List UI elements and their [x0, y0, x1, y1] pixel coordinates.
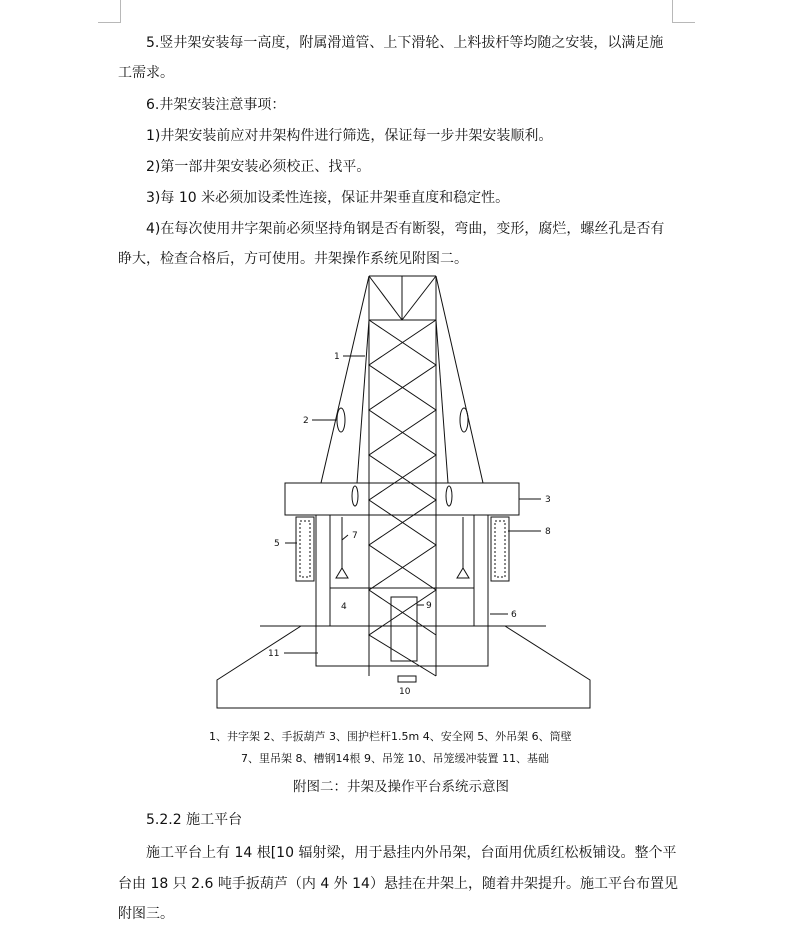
chain-hoists	[337, 408, 468, 506]
paragraph-5-line2: 工需求。	[118, 65, 174, 81]
label-6: 6	[511, 610, 517, 620]
item-2: 2)第一部井架安装必须校正、找平。	[146, 159, 371, 175]
label-2: 2	[303, 416, 309, 426]
label-8: 8	[545, 527, 551, 537]
section-paragraph-line1: 施工平台上有 14 根[10 辐射梁，用于悬挂内外吊架，台面用优质红松板铺设。整个平	[146, 845, 677, 861]
label-11: 11	[268, 649, 280, 659]
label-7: 7	[352, 531, 358, 541]
paragraph-5-line1: 5.竖井架安装每一高度，附属滑道管、上下滑轮、上料拔杆等均随之安装，以满足施	[146, 35, 664, 51]
derrick-tower	[369, 276, 436, 676]
leader-lines	[284, 356, 541, 653]
cage-buffer-device	[398, 676, 416, 682]
figure-title: 附图二：井架及操作平台系统示意图	[293, 779, 509, 795]
item-4-line1: 4)在每次使用井字架前必须坚持角钢是否有断裂，弯曲，变形，腐烂，螺丝孔是否有	[146, 221, 665, 237]
outer-hanger-frame-right	[491, 517, 509, 581]
label-10: 10	[399, 687, 411, 697]
paragraph-6: 6.井架安装注意事项：	[146, 97, 286, 113]
section-paragraph-line3: 附图三。	[118, 906, 174, 922]
label-5: 5	[274, 539, 280, 549]
label-4: 4	[341, 602, 347, 612]
item-1: 1)井架安装前应对井架构件进行筛选，保证每一步井架安装顺利。	[146, 128, 553, 144]
diagram-legend-line1: 1、井字架 2、手扳葫芦 3、围护栏杆1.5m 4、安全网 5、外吊架 6、筒壁	[209, 730, 572, 743]
outer-hanger-frame-left	[296, 517, 314, 581]
item-4-line2: 睁大，检查合格后，方可使用。井架操作系统见附图二。	[118, 251, 468, 267]
diagram-legend-line2: 7、里吊架 8、槽钢14根 9、吊笼 10、吊笼缓冲装置 11、基础	[241, 752, 549, 765]
item-3: 3)每 10 米必须加设柔性连接，保证井架垂直度和稳定性。	[146, 190, 510, 206]
section-heading: 5.2.2 施工平台	[146, 812, 243, 828]
section-paragraph-line2: 台由 18 只 2.6 吨手扳葫芦（内 4 外 14）悬挂在井架上，随着井架提升。施工平台布置见	[118, 876, 678, 892]
operating-platform	[285, 483, 519, 515]
label-3: 3	[545, 495, 551, 505]
label-1: 1	[334, 352, 340, 362]
label-9: 9	[426, 601, 432, 611]
inner-hangers	[336, 517, 469, 578]
